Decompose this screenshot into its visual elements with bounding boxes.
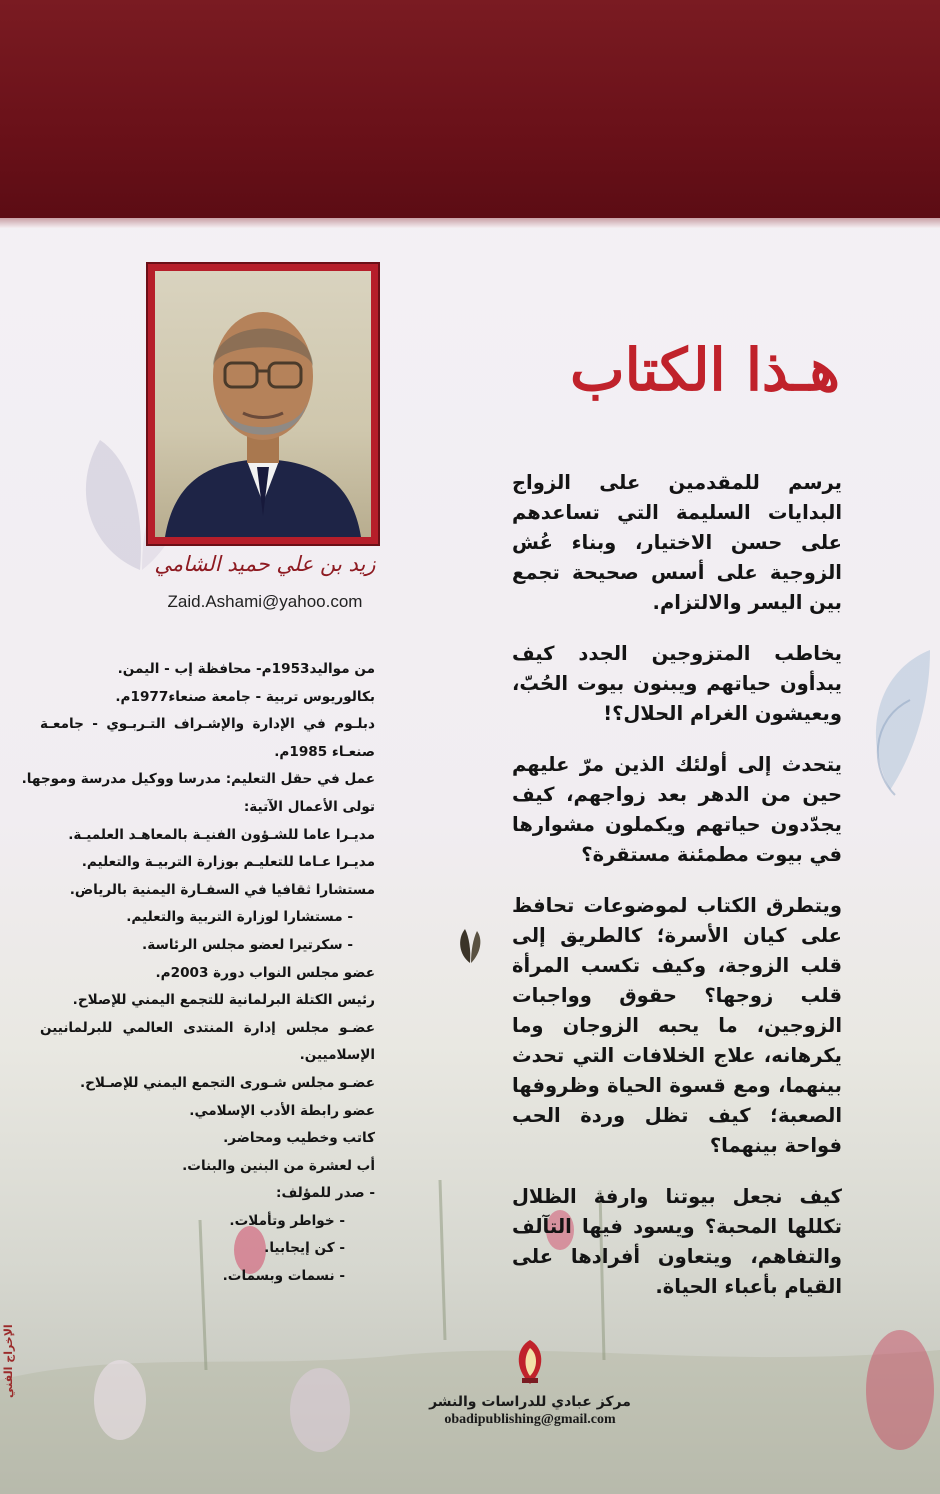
book-paragraph: يتحدث إلى أولئك الذين مرّ عليهم حين من الدهر بعد زواجهم، كيف يجدّدون حياتهم ويكملون مشوارها في بيوت مطمئنة مستقرة؟	[512, 753, 842, 866]
bio-line: مديـرا عـاما للتعليـم بوزارة التربيـة والتعليم.	[81, 854, 375, 871]
bio-line: - صدر للمؤلف:	[276, 1185, 375, 1202]
book-paragraph: ويتطرق الكتاب لموضوعات تحافظ على كيان الأسرة؛ كالطريق إلى قلب الزوجة، وكيف تكسب المرأة قلب زوجها؟ حقوق وواجبات الزوجين، ما يحبه الزوجان وما يكرهانه، علاج الخلافات التي تحدث بينهما، ومع قسوة الحياة وظروفها الصعبة؛ كيف تظل وردة الحب فواحة بينهما؟	[512, 894, 842, 1157]
bio-line: عضو رابطة الأدب الإسلامي.	[189, 1102, 375, 1119]
bio-line: عضـو مجلس إدارة المنتدى العالمي للبرلمانيين الإسلاميين.	[40, 1019, 375, 1064]
bio-line: مديـرا عاما للشـؤون الفنيـة بالمعاهـد العلميـة.	[68, 826, 375, 843]
side-credit: الإخراج الفني	[2, 1324, 15, 1398]
publisher-logo-icon	[512, 1338, 548, 1386]
bio-line: مستشارا ثقافيا في السفـارة اليمنية بالرياض.	[69, 881, 375, 898]
book-heading: هـذا الكتاب	[570, 336, 840, 404]
author-photo	[155, 271, 371, 537]
bio-line: - سكرتيرا لعضو مجلس الرئاسة.	[142, 936, 353, 953]
bio-line: دبلـوم في الإدارة والإشـراف التـربـوي - جامعـة صنعـاء 1985م.	[40, 716, 375, 760]
bio-line: عضو مجلس النواب دورة 2003م.	[155, 964, 375, 981]
publisher-website: obadipublishing@gmail.com	[444, 1412, 616, 1427]
author-name: زيد بن علي حميد الشامي	[154, 552, 376, 576]
bio-line: بكالوريوس تربية - جامعة صنعاء1977م.	[115, 688, 375, 705]
top-banner	[0, 0, 940, 218]
portrait-icon	[155, 271, 371, 537]
bio-line: تولى الأعمال الآتية:	[243, 798, 375, 815]
bio-line: عضـو مجلس شـورى التجمع اليمني للإصـلاح.	[79, 1074, 375, 1091]
bio-line: - كن إيجابيا.	[264, 1240, 345, 1257]
book-paragraph: يرسم للمقدمين على الزواج البدايات السليمة التي تساعدهم على حسن الاختيار، وبناء عُش الزوجية على أسس صحيحة تجمع بين اليسر والالتزام.	[512, 471, 842, 614]
butterfly-right-icon	[850, 630, 940, 800]
bio-line: - خواطر وتأملات.	[229, 1212, 345, 1229]
book-paragraph: يخاطب المتزوجين الجدد كيف يبدأون حياتهم ويبنون بيوت الحُبّ، ويعيشون الغرام الحلال؟!	[512, 642, 842, 725]
small-butterfly-icon	[455, 925, 485, 965]
author-bio	[21, 656, 375, 1291]
bio-line: كاتب وخطيب ومحاضر.	[223, 1130, 375, 1147]
book-paragraph: كيف نجعل بيوتنا وارفة الظلال تكللها المحبة؟ ويسود فيها التآلف والتفاهم، ويتعاون أفرادها على القيام بأعباء الحياة.	[512, 1185, 842, 1298]
publisher-name: مركز عبادي للدراسات والنشر	[429, 1394, 631, 1410]
author-email: Zaid.Ashami@yahoo.com	[167, 592, 363, 611]
bio-line: من مواليد1953م- محافظة إب - اليمن.	[117, 661, 375, 677]
bio-line: أب لعشرة من البنين والبنات.	[182, 1157, 375, 1174]
bio-line: - نسمات وبسمات.	[222, 1268, 345, 1285]
bio-line: عمل في حقل التعليم: مدرسا ووكيل مدرسة وموجها.	[21, 771, 375, 788]
bio-line: رئيس الكتلة البرلمانية للتجمع اليمني للإصلاح.	[72, 992, 375, 1009]
bio-line: - مستشارا لوزارة التربية والتعليم.	[126, 909, 353, 926]
publisher-block	[410, 1338, 650, 1428]
banner-divider	[0, 218, 940, 228]
author-photo-frame	[146, 262, 380, 546]
book-description	[512, 468, 842, 1323]
